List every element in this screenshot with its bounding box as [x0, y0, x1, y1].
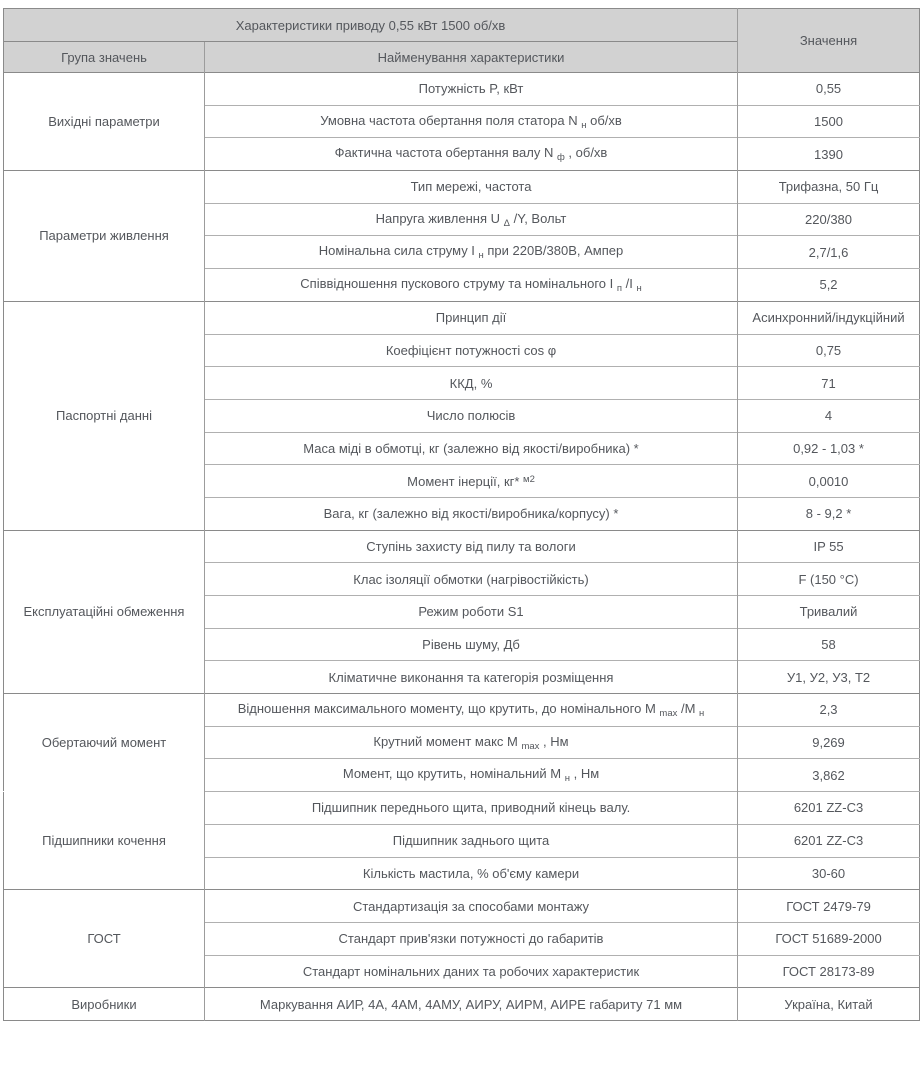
characteristic-name-cell: Клас ізоляції обмотки (нагрівостійкість) — [205, 563, 738, 596]
group-label-cell: ГОСТ — [4, 890, 205, 988]
characteristic-name-cell: Потужність P, кВт — [205, 73, 738, 106]
table-row — [4, 792, 920, 825]
table-row — [4, 694, 920, 727]
group-label-cell: Обертаючий момент — [4, 694, 205, 792]
value-cell: Трифазна, 50 Гц — [738, 171, 920, 204]
characteristic-name-cell: Принцип дії — [205, 301, 738, 334]
characteristic-name-cell: Рівень шуму, Дб — [205, 628, 738, 661]
characteristic-name-cell: Кліматичне виконання та категорія розміщення — [205, 661, 738, 694]
value-cell: 5,2 — [738, 269, 920, 302]
value-cell: ГОСТ 51689-2000 — [738, 922, 920, 955]
subscript-text: Δ — [503, 217, 510, 229]
characteristic-name-cell: Маса міді в обмотці, кг (залежно від якості/виробника) * — [205, 432, 738, 465]
characteristic-name-cell: Тип мережі, частота — [205, 171, 738, 204]
characteristic-name-cell: Стандартизація за способами монтажу — [205, 890, 738, 923]
value-cell: 6201 ZZ-C3 — [738, 792, 920, 825]
table-header — [4, 9, 920, 73]
value-cell: Тривалий — [738, 596, 920, 629]
group-label-cell: Виробники — [4, 988, 205, 1021]
value-cell: 0,0010 — [738, 465, 920, 498]
group-label-cell: Параметри живлення — [4, 171, 205, 302]
subscript-text: н — [478, 250, 484, 262]
characteristic-name-cell: Підшипник переднього щита, приводний кінець валу. — [205, 792, 738, 825]
value-cell: Україна, Китай — [738, 988, 920, 1021]
characteristic-name-cell: Стандарт прив'язки потужності до габаритів — [205, 922, 738, 955]
value-cell: 58 — [738, 628, 920, 661]
table-title-row — [4, 9, 920, 42]
group-label-cell: Експлуатаційні обмеження — [4, 530, 205, 693]
subscript-text: max — [659, 707, 678, 719]
characteristic-name-cell: Момент інерції, кг* $^{м2}$ — [205, 465, 738, 498]
value-cell: ГОСТ 28173-89 — [738, 955, 920, 988]
subscript-text: max — [521, 740, 540, 752]
characteristic-name-cell: Ступінь захисту від пилу та вологи — [205, 530, 738, 563]
characteristic-name-cell: Число полюсів — [205, 399, 738, 432]
table-title: Характеристики приводу 0,55 кВт 1500 об/хв — [4, 9, 738, 42]
subscript-text: н — [699, 707, 705, 719]
characteristic-name-cell: Номінальна сила струму I $_н$ при 220В/380В, Ампер — [205, 236, 738, 269]
characteristic-name-cell: Фактична частота обертання валу N $_ф$ , об/хв — [205, 138, 738, 171]
characteristic-name-cell: Кількість мастила, % об'єму камери — [205, 857, 738, 890]
table-row — [4, 73, 920, 106]
characteristic-name-cell: Крутний момент макс М $_{max}$ , Нм — [205, 726, 738, 759]
subscript-text: н — [581, 119, 587, 131]
characteristic-name-cell: Підшипник заднього щита — [205, 824, 738, 857]
value-cell: F (150 °C) — [738, 563, 920, 596]
value-cell: 1390 — [738, 138, 920, 171]
value-cell: 71 — [738, 367, 920, 400]
name-column-header: Найменування характеристики — [205, 42, 738, 73]
value-cell: 8 - 9,2 * — [738, 497, 920, 530]
value-cell: 9,269 — [738, 726, 920, 759]
value-column-header: Значення — [738, 9, 920, 73]
characteristic-name-cell: Стандарт номінальних даних та робочих характеристик — [205, 955, 738, 988]
subscript-text: ф — [556, 152, 565, 164]
value-cell: 4 — [738, 399, 920, 432]
characteristic-name-cell: Маркування АИР, 4А, 4АМ, 4АМУ, АИРУ, АИРМ, АИРЕ габариту 71 мм — [205, 988, 738, 1021]
table-row — [4, 530, 920, 563]
subscript-text: п — [616, 282, 623, 294]
characteristic-name-cell: Співвідношення пускового струму та номінального I $_п$ /I $_н$ — [205, 269, 738, 302]
group-label-cell: Паспортні данні — [4, 301, 205, 530]
subscript-text: н — [564, 773, 570, 785]
value-cell: 3,862 — [738, 759, 920, 792]
value-cell: 0,92 - 1,03 * — [738, 432, 920, 465]
characteristic-name-cell: Умовна частота обертання поля статора N $_н$ об/хв — [205, 105, 738, 138]
group-column-header: Група значень — [4, 42, 205, 73]
characteristic-name-cell: Напруга живлення U $_\Delta$ /Y, Вольт — [205, 203, 738, 236]
value-cell: 6201 ZZ-C3 — [738, 824, 920, 857]
value-cell: 0,55 — [738, 73, 920, 106]
superscript-text: м2 — [523, 473, 535, 485]
table-row — [4, 301, 920, 334]
characteristic-name-cell: Вага, кг (залежно від якості/виробника/корпусу) * — [205, 497, 738, 530]
value-cell: Асинхронний/індукційний — [738, 301, 920, 334]
subscript-text: н — [636, 282, 642, 294]
value-cell: 220/380 — [738, 203, 920, 236]
characteristic-name-cell: Момент, що крутить, номінальний М $_н$ , Нм — [205, 759, 738, 792]
value-cell: ГОСТ 2479-79 — [738, 890, 920, 923]
value-cell: У1, У2, У3, Т2 — [738, 661, 920, 694]
characteristic-name-cell: Режим роботи S1 — [205, 596, 738, 629]
value-cell: 2,3 — [738, 694, 920, 727]
table-row — [4, 988, 920, 1021]
table-row — [4, 890, 920, 923]
value-cell: 2,7/1,6 — [738, 236, 920, 269]
characteristic-name-cell: Відношення максимального моменту, що крутить, до номінального М $_{max}$ /М $_н$ — [205, 694, 738, 727]
specs-table — [3, 8, 920, 1021]
characteristic-name-cell: Коефіцієнт потужності cos φ — [205, 334, 738, 367]
value-cell: 30-60 — [738, 857, 920, 890]
value-cell: 0,75 — [738, 334, 920, 367]
value-cell: 1500 — [738, 105, 920, 138]
table-row — [4, 171, 920, 204]
group-label-cell: Вихідні параметри — [4, 73, 205, 171]
table-body — [4, 73, 920, 1021]
characteristic-name-cell: ККД, % — [205, 367, 738, 400]
value-cell: IP 55 — [738, 530, 920, 563]
group-label-cell: Підшипники кочення — [4, 792, 205, 890]
